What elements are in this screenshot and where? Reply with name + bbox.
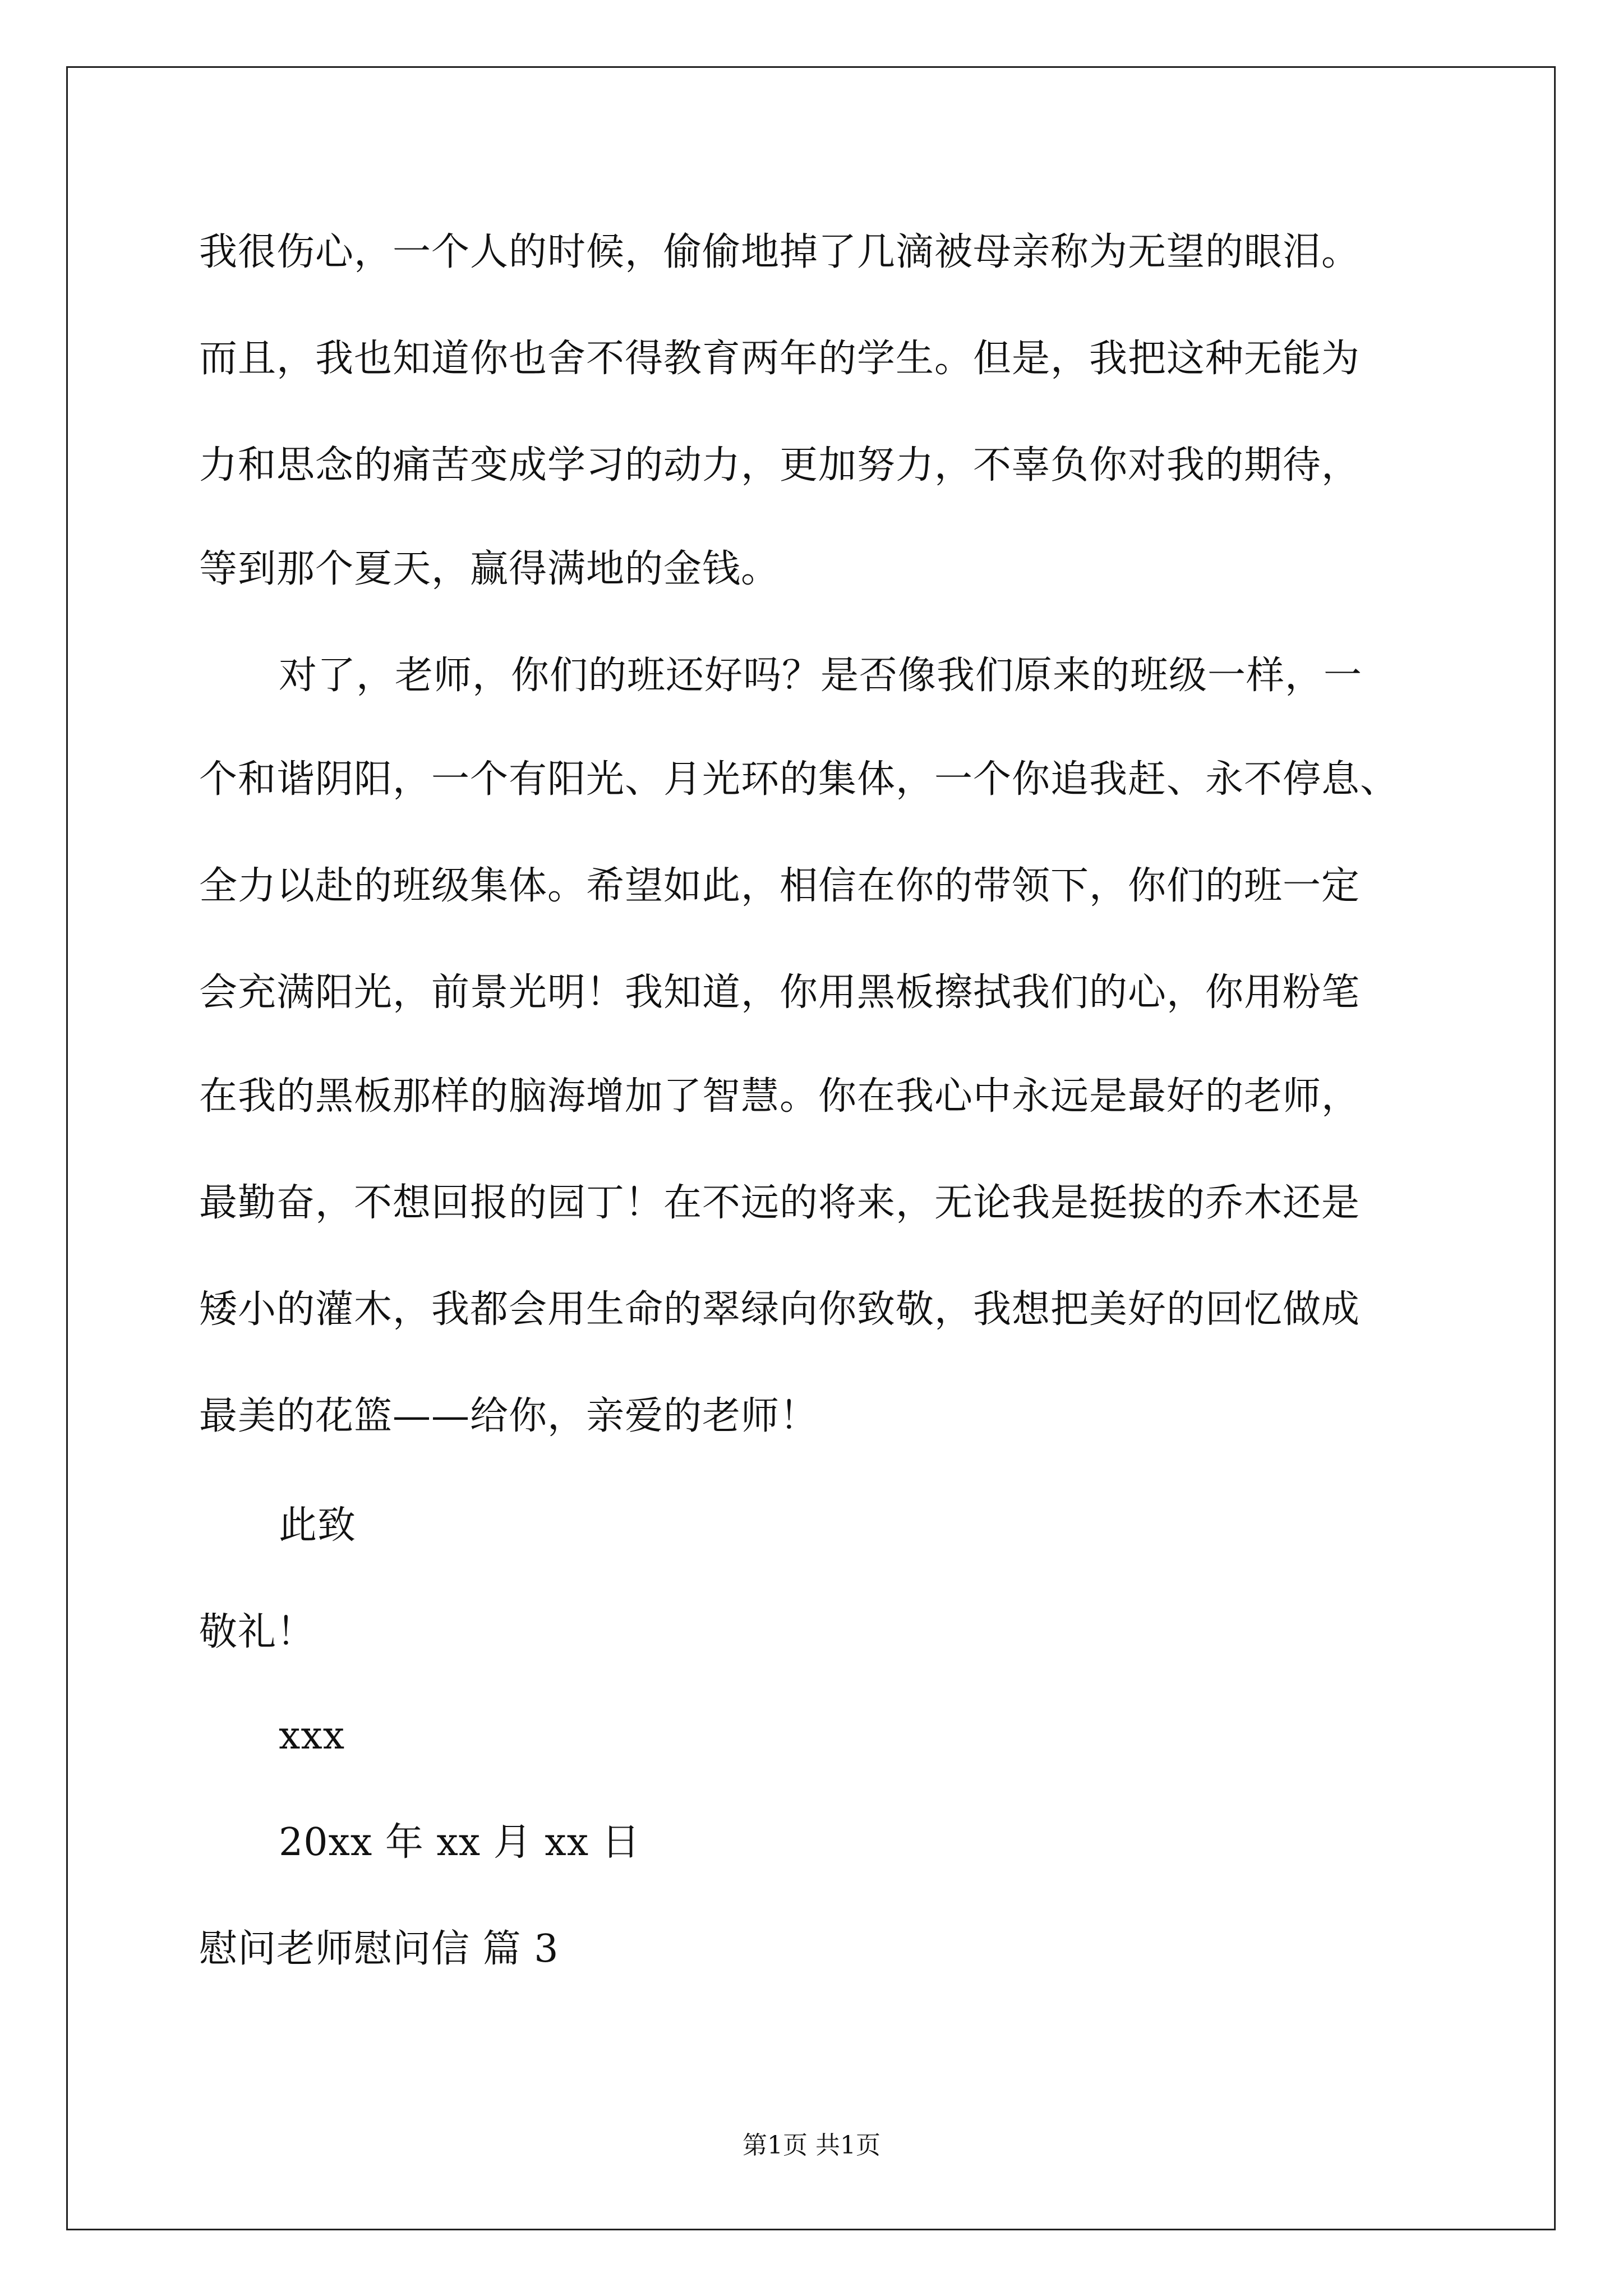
- text-line: 在我的黑板那样的脑海增加了智慧。你在我心中永远是最好的老师，: [199, 1074, 1361, 1119]
- signature: xxx: [279, 1714, 345, 1758]
- text-line: 等到那个夏天，赢得满地的金钱。: [199, 547, 780, 591]
- text-line: 会充满阳光，前景光明！我知道，你用黑板擦拭我们的心，你用粉笔: [199, 970, 1361, 1015]
- date-line: 20xx 年 xx 月 xx 日: [279, 1820, 640, 1865]
- text-line: 力和思念的痛苦变成学习的动力，更加努力，不辜负你对我的期待，: [199, 443, 1361, 487]
- closing-regards: 敬礼！: [199, 1610, 316, 1654]
- paragraph-start-line: 对了，老师，你们的班还好吗？是否像我们原来的班级一样，一: [279, 654, 1363, 698]
- text-line: 最勤奋，不想回报的园丁！在不远的将来，无论我是挺拔的乔木还是: [199, 1181, 1361, 1225]
- page-border: [66, 66, 1556, 2230]
- section-heading: 慰问老师慰问信 篇 3: [199, 1927, 559, 1971]
- text-line: 全力以赴的班级集体。希望如此，相信在你的带领下，你们的班一定: [199, 864, 1361, 908]
- text-line: 而且，我也知道你也舍不得教育两年的学生。但是，我把这种无能为: [199, 337, 1361, 381]
- text-line: 最美的花篮——给你，亲爱的老师！: [199, 1394, 819, 1438]
- closing-salutation: 此致: [279, 1503, 357, 1548]
- text-line: 个和谐阴阳，一个有阳光、月光环的集体，一个你追我赶、永不停息、: [199, 757, 1399, 802]
- text-line: 矮小的灌木，我都会用生命的翠绿向你致敬，我想把美好的回忆做成: [199, 1287, 1361, 1332]
- text-line: 我很伤心，一个人的时候，偷偷地掉了几滴被母亲称为无望的眼泪。: [199, 230, 1361, 274]
- page-footer: 第1页 共1页: [743, 2131, 880, 2160]
